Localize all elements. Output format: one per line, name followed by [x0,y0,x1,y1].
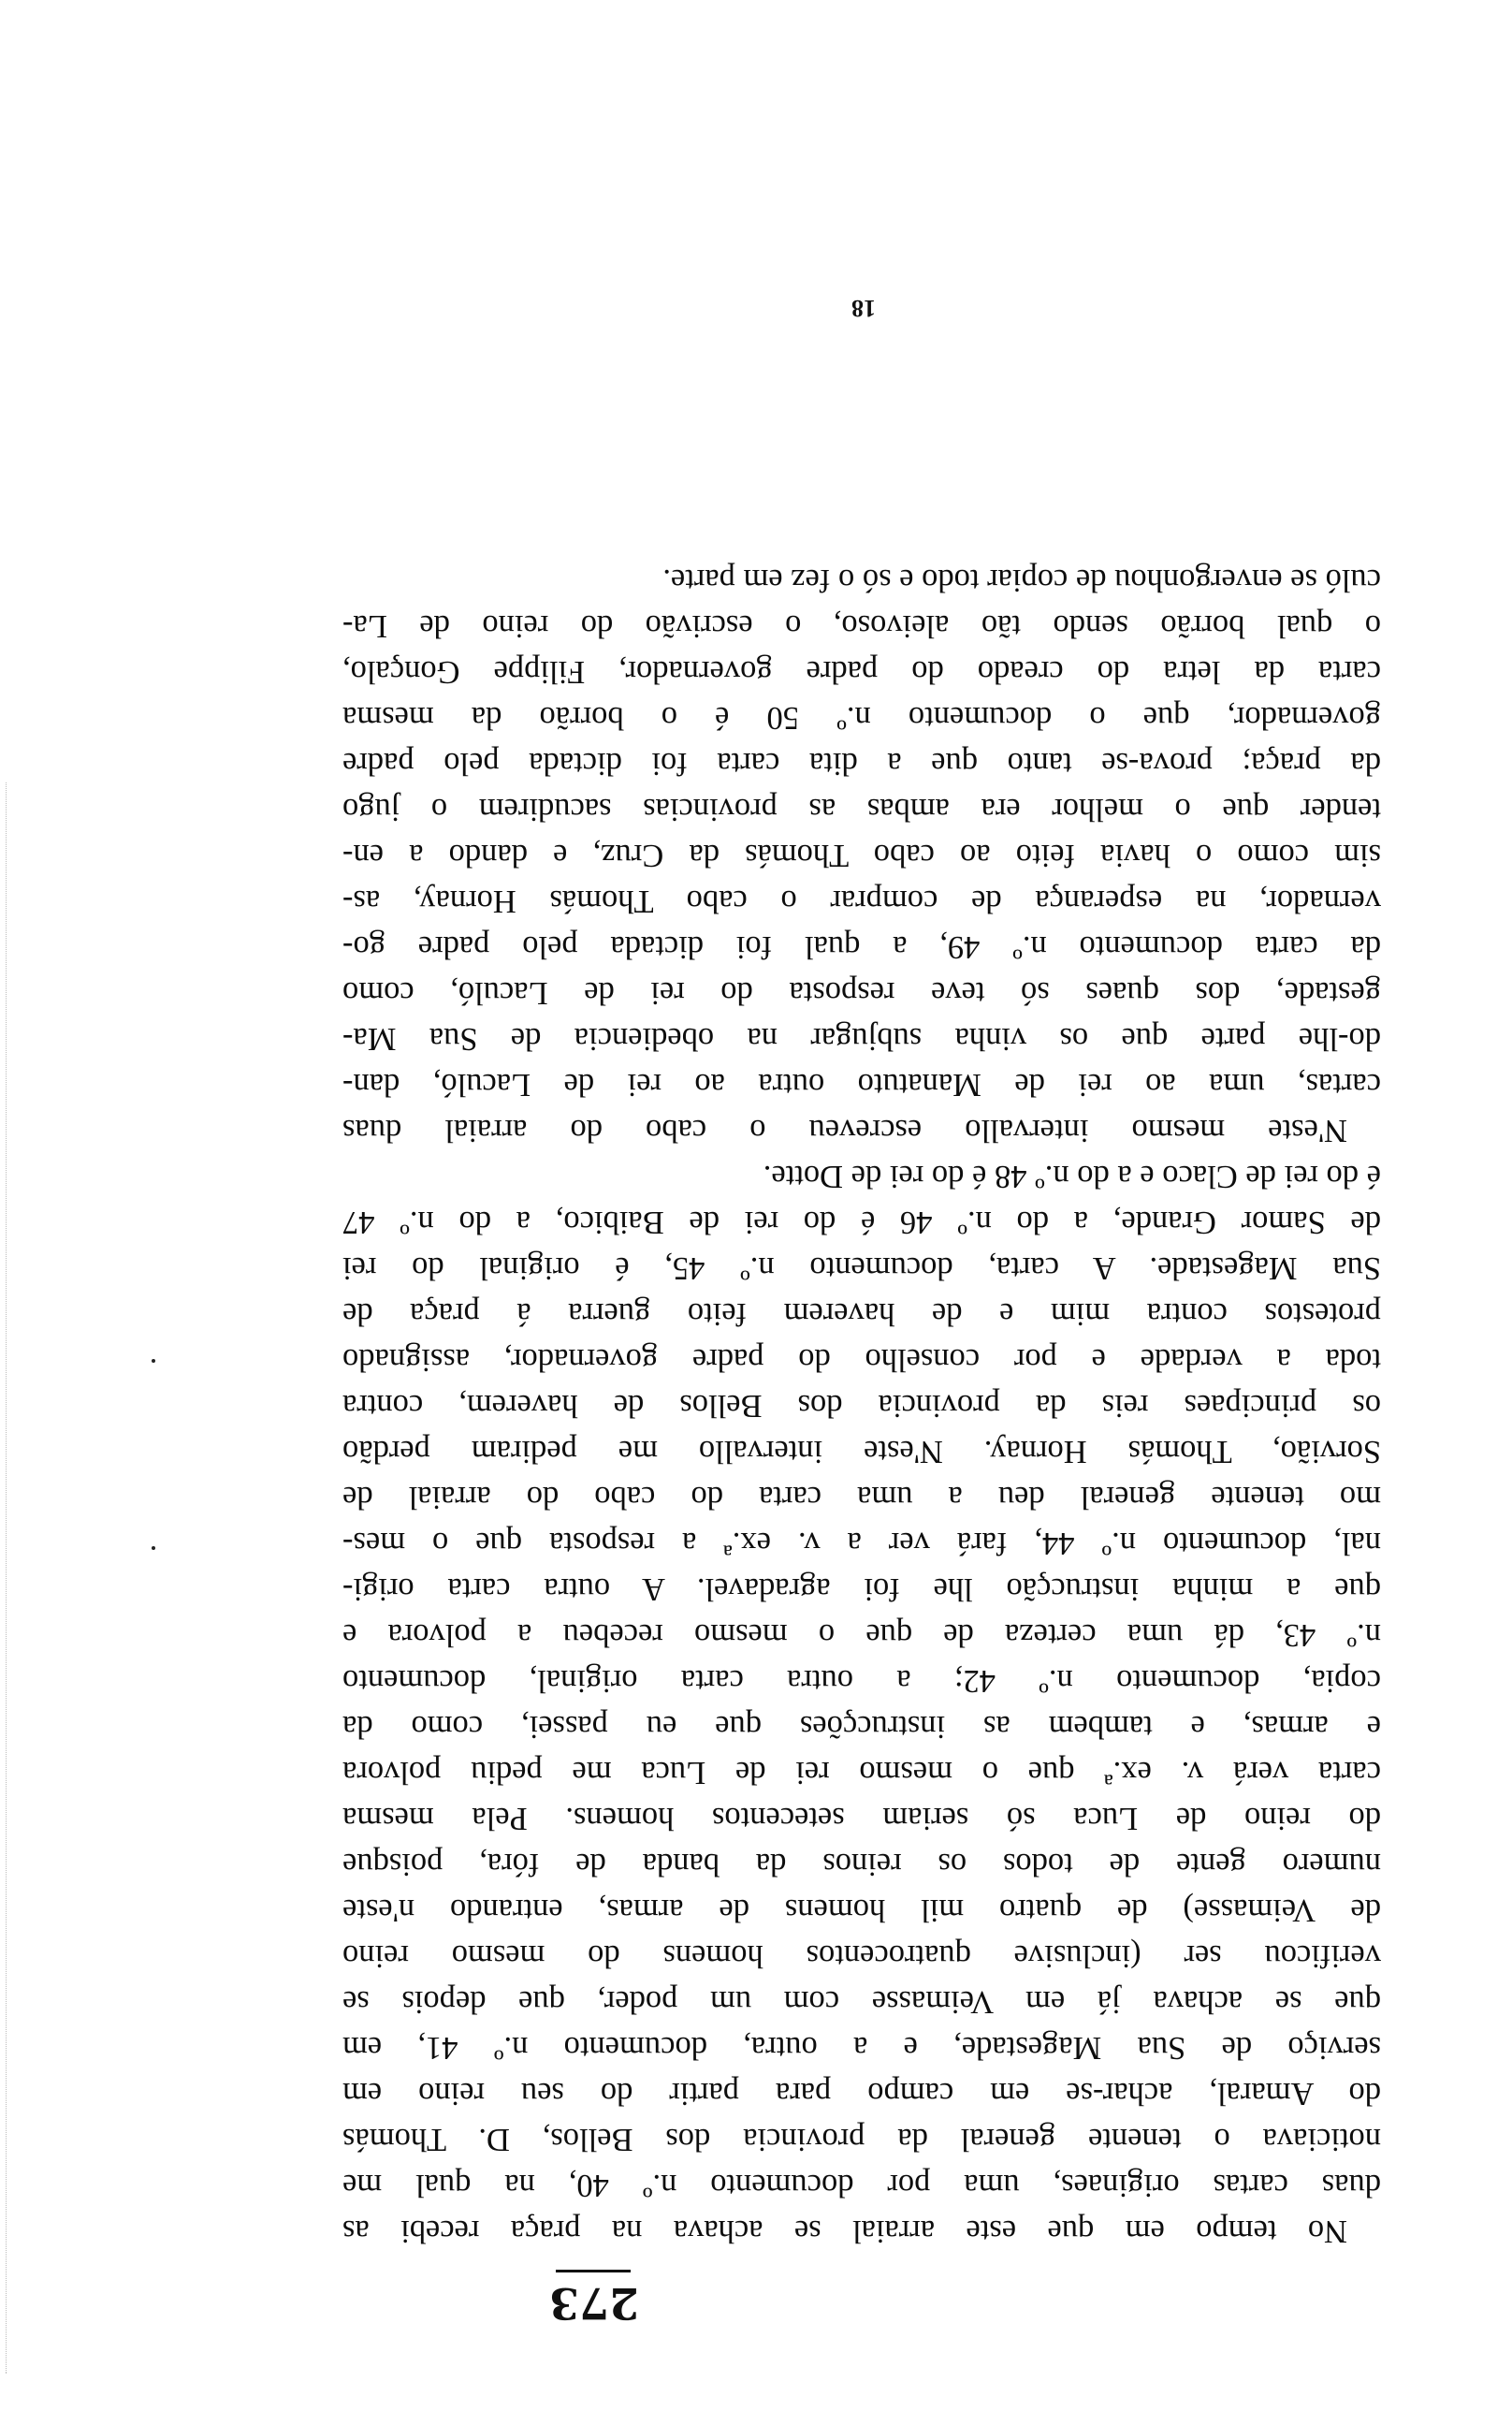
page-number-rule [556,2270,631,2272]
text-line: Sorvião, Thomás Hornay. N'este intervallo me pediram perdão [342,1434,1381,1469]
text-line: gestade, dos quaes só teve resposta do rei de Laculó, como [342,975,1381,1011]
text-line: vernador, na esperança de comprar o cabo Thomás Hornay, as- [342,884,1381,919]
text-line: que se achava já em Veimasse com um poder, que depois se [342,1984,1381,2020]
text-line: No tempo em que este arraial se achava na praça recebi as [342,2214,1347,2249]
text-line: numero gente de todos os reinos da banda de fóra, poisque [342,1847,1381,1882]
text-line: da carta documento n.º 49, a qual foi dictada pelo padre go- [342,929,1381,965]
text-line: do-lhe parte que os vinha subjugar na obediencia de Sua Ma- [342,1021,1381,1057]
text-line: de Veimasse) de quatro mil homens de armas, entrando n'este [342,1892,1381,1928]
text-line: do reino de Luca só seriam setecentos homens. Pela mesma [342,1801,1381,1836]
text-line: carta da letra do creado do padre governador, Filippe Gonçalo, [342,654,1381,690]
stray-dot [152,1546,155,1550]
text-line: protestos contra mim e de haverem feito guerra á praça de [342,1296,1381,1332]
text-line: n.º 43, dá uma certeza de que o mesmo recebeu a polvora e [342,1617,1381,1653]
text-line: nal, documento n.º 44, fará ver a v. ex.ª a resposta que o mes- [342,1526,1381,1561]
text-line: e armas, e tambem as instrucções que eu passei, como da [342,1709,1381,1745]
text-line: verificou ser (inclusive quatrocentos homens do mesmo reino [342,1938,1381,1974]
text-line: da praça; prova-se tanto que a dita carta foi dictada pelo padre [342,746,1381,782]
text-line: toda a verdade e por conselho do padre governador, assignado [342,1342,1381,1378]
page-number: 273 [548,2278,640,2329]
text-line: carta verá v. ex.ª que o mesmo rei de Luca me pediu polvora [342,1755,1381,1790]
body-text [342,557,1381,2254]
text-line: o qual borrão sendo tão aleivoso, o escrivão do reino de La- [342,608,1381,644]
text-line: N'este mesmo intervallo escreveu o cabo do arraial duas [342,1113,1347,1148]
text-line: culó se envergonhou de copiar todo e só o fez em parte. [662,563,1381,598]
page-edge-mark [0,782,7,2374]
signature-mark: 18 [851,295,876,322]
text-line: sim como o havia feito ao cabo Thomás da Cruz, e dando a en- [342,838,1381,873]
text-line: serviço de Sua Magestade, e a outra, documento n.º 41, em [342,2030,1381,2066]
text-line: que a minha instrucção lhe foi agradavel. A outra carta origi- [342,1571,1381,1607]
text-line: é do rei de Claco e a do n.º 48 é do rei de Dotte. [763,1159,1381,1194]
text-line: os principaes reis da provincia dos Bellos de haverem, contra [342,1388,1381,1424]
text-line: tender que o melhor era ambas as provincias sacudirem o jugo [342,792,1381,827]
text-line: mo tenente general deu a uma carta do cabo do arraial de [342,1480,1381,1515]
text-line: governador, que o documento n.º 50 é o borrão da mesma [342,700,1381,736]
text-line: Sua Magestade. A carta, documento n.º 45, é original do rei [342,1250,1381,1286]
text-line: duas cartas originaes, uma por documento n.º 40, na qual me [342,2168,1381,2203]
text-line: cartas, uma ao rei de Manatuto outra ao rei de Laculó, dan- [342,1067,1381,1103]
stray-dot [152,1359,155,1363]
text-line: de Samor Grande, a do n.º 46 é do rei de Baibico, a do n.º 47 [342,1205,1381,1240]
text-line: do Amaral, achar-se em campo para partir do seu reino em [342,2076,1381,2111]
text-line: copia, documento n.º 42; a outra carta original, documento [342,1663,1381,1699]
text-line: noticiava o tenente general da provincia dos Bellos, D. Thomás [342,2122,1381,2157]
